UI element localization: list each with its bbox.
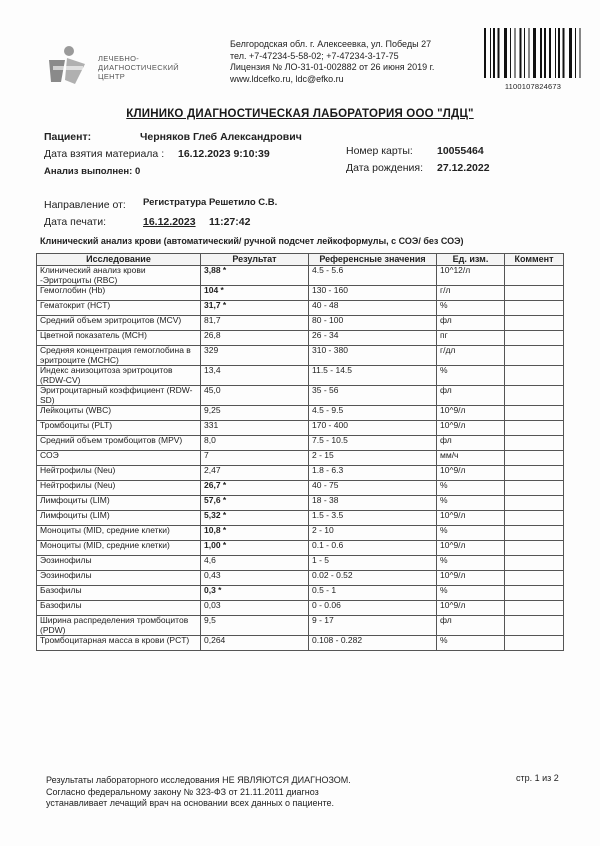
result-value: 2,47: [201, 466, 309, 481]
result-value: 10,8 *: [201, 526, 309, 541]
clinic-address: Белгородская обл. г. Алексеевка, ул. Победы 27 тел. +7-47234-5-58-02; +7-47234-3-17-75 Лицензия № ЛО-31-01-002882 от 26 июня 2019 г. www.ldcefko.ru, ldc@efko.ru: [230, 39, 435, 84]
test-name: Моноциты (MID, средние клетки): [37, 541, 201, 556]
reference-range: 130 - 160: [309, 286, 437, 301]
unit: 10^9/л: [437, 406, 505, 421]
table-row: [37, 346, 564, 366]
test-name: Индекс анизоцитоза эритроцитов (RDW-CV): [37, 366, 201, 386]
reference-range: 2 - 10: [309, 526, 437, 541]
result-value: 0,03: [201, 601, 309, 616]
col-header-reference: Референсные значения: [309, 254, 437, 266]
collect-date-label: Дата взятия материала :: [44, 148, 165, 160]
result-value: 26,8: [201, 331, 309, 346]
col-header-result: Результат: [201, 254, 309, 266]
result-value: 104 *: [201, 286, 309, 301]
table-row: [37, 496, 564, 511]
unit: г/дл: [437, 346, 505, 366]
comment: [505, 511, 564, 526]
reference-range: 0.108 - 0.282: [309, 636, 437, 651]
test-name: Лимфоциты (LIM): [37, 511, 201, 526]
comment: [505, 451, 564, 466]
table-row: [37, 436, 564, 451]
card-number-label: Номер карты:: [346, 145, 413, 157]
comment: [505, 406, 564, 421]
clinic-logo-text: ЛЕЧЕБНО- ДИАГНОСТИЧЕСКИЙ ЦЕНТР: [98, 54, 179, 81]
test-name: Эритроцитарный коэффициент (RDW-SD): [37, 386, 201, 406]
col-header-test: Исследование: [37, 254, 201, 266]
reference-range: 170 - 400: [309, 421, 437, 436]
unit: %: [437, 636, 505, 651]
result-value: 26,7 *: [201, 481, 309, 496]
table-row: [37, 266, 564, 286]
results-table: [36, 253, 564, 651]
unit: %: [437, 586, 505, 601]
reference-range: 1 - 5: [309, 556, 437, 571]
comment: [505, 556, 564, 571]
unit: 10^9/л: [437, 466, 505, 481]
unit: мм/ч: [437, 451, 505, 466]
unit: %: [437, 526, 505, 541]
unit: %: [437, 556, 505, 571]
test-name: Ширина распределения тромбоцитов (PDW): [37, 616, 201, 636]
reference-range: 1.8 - 6.3: [309, 466, 437, 481]
result-value: 45,0: [201, 386, 309, 406]
comment: [505, 386, 564, 406]
unit: 10^9/л: [437, 421, 505, 436]
table-row: [37, 541, 564, 556]
reference-range: 2 - 15: [309, 451, 437, 466]
test-name: Эозинофилы: [37, 571, 201, 586]
result-value: 7: [201, 451, 309, 466]
disclaimer: Результаты лабораторного исследования НЕ ЯВЛЯЮТСЯ ДИАГНОЗОМ. Согласно федеральному закону № 323-ФЗ от 21.11.2011 диагноз устанавливает лечащий врач на основании всех данных о пациенте.: [46, 775, 351, 808]
collect-date-value: 16.12.2023 9:10:39: [178, 148, 270, 160]
table-row: [37, 386, 564, 406]
reference-range: 11.5 - 14.5: [309, 366, 437, 386]
test-name: Средний объем тромбоцитов (MPV): [37, 436, 201, 451]
table-row: [37, 301, 564, 316]
reference-range: 0 - 0.06: [309, 601, 437, 616]
comment: [505, 481, 564, 496]
comment: [505, 526, 564, 541]
result-value: 57,6 *: [201, 496, 309, 511]
table-row: [37, 451, 564, 466]
result-value: 8,0: [201, 436, 309, 451]
unit: %: [437, 496, 505, 511]
reference-range: 40 - 75: [309, 481, 437, 496]
unit: фл: [437, 436, 505, 451]
test-name: СОЭ: [37, 451, 201, 466]
unit: 10^12/л: [437, 266, 505, 286]
result-value: 31,7 *: [201, 301, 309, 316]
test-name: Средний объем эритроцитов (MCV): [37, 316, 201, 331]
reference-range: 35 - 56: [309, 386, 437, 406]
unit: г/л: [437, 286, 505, 301]
comment: [505, 601, 564, 616]
result-value: 0,3 *: [201, 586, 309, 601]
reference-range: 4.5 - 5.6: [309, 266, 437, 286]
referral-label: Направление от:: [44, 199, 126, 211]
col-header-comment: Коммент: [505, 254, 564, 266]
reference-range: 18 - 38: [309, 496, 437, 511]
test-name: Клинический анализ крови -Эритроциты (RBC): [37, 266, 201, 286]
unit: фл: [437, 616, 505, 636]
test-name: Цветной показатель (MCH): [37, 331, 201, 346]
reference-range: 9 - 17: [309, 616, 437, 636]
reference-range: 40 - 48: [309, 301, 437, 316]
comment: [505, 266, 564, 286]
result-value: 13,4: [201, 366, 309, 386]
table-row: [37, 586, 564, 601]
unit: 10^9/л: [437, 571, 505, 586]
table-row: [37, 556, 564, 571]
table-row: [37, 616, 564, 636]
table-row: [37, 466, 564, 481]
unit: %: [437, 301, 505, 316]
table-row: [37, 481, 564, 496]
result-value: 4,6: [201, 556, 309, 571]
test-name: Моноциты (MID, средние клетки): [37, 526, 201, 541]
comment: [505, 616, 564, 636]
unit: 10^9/л: [437, 541, 505, 556]
table-row: [37, 526, 564, 541]
print-time-value: 11:27:42: [209, 216, 251, 228]
result-value: 329: [201, 346, 309, 366]
reference-range: 0.02 - 0.52: [309, 571, 437, 586]
comment: [505, 436, 564, 451]
table-row: [37, 636, 564, 651]
patient-label: Пациент:: [44, 131, 92, 143]
card-number-value: 10055464: [437, 145, 484, 157]
test-name: Эозинофилы: [37, 556, 201, 571]
patient-name: Черняков Глеб Александрович: [140, 131, 302, 143]
col-header-unit: Ед. изм.: [437, 254, 505, 266]
barcode-number: 1100107824673: [504, 82, 562, 91]
comment: [505, 316, 564, 331]
test-name: Базофилы: [37, 586, 201, 601]
unit: %: [437, 366, 505, 386]
unit: фл: [437, 316, 505, 331]
table-row: [37, 421, 564, 436]
test-name: Средняя концентрация гемоглобина в эритроците (MCHC): [37, 346, 201, 366]
result-value: 0,43: [201, 571, 309, 586]
reference-range: 80 - 100: [309, 316, 437, 331]
table-row: [37, 406, 564, 421]
unit: 10^9/л: [437, 511, 505, 526]
unit: %: [437, 481, 505, 496]
result-value: 331: [201, 421, 309, 436]
unit: пг: [437, 331, 505, 346]
result-value: 1,00 *: [201, 541, 309, 556]
unit: фл: [437, 386, 505, 406]
comment: [505, 366, 564, 386]
test-name: Лимфоциты (LIM): [37, 496, 201, 511]
table-row: [37, 331, 564, 346]
reference-range: 0.1 - 0.6: [309, 541, 437, 556]
comment: [505, 541, 564, 556]
test-name: Нейтрофилы (Neu): [37, 481, 201, 496]
reference-range: 4.5 - 9.5: [309, 406, 437, 421]
test-name: Гемоглобин (Hb): [37, 286, 201, 301]
barcode: [482, 28, 584, 80]
result-value: 3,88 *: [201, 266, 309, 286]
result-value: 9,25: [201, 406, 309, 421]
reference-range: 310 - 380: [309, 346, 437, 366]
result-value: 81,7: [201, 316, 309, 331]
reference-range: 26 - 34: [309, 331, 437, 346]
reference-range: 0.5 - 1: [309, 586, 437, 601]
table-header-row: [37, 254, 564, 266]
comment: [505, 286, 564, 301]
referral-value: Регистратура Решетило С.В.: [143, 197, 278, 208]
birth-date-value: 27.12.2022: [437, 162, 490, 174]
comment: [505, 421, 564, 436]
reference-range: 7.5 - 10.5: [309, 436, 437, 451]
table-row: [37, 316, 564, 331]
document-title: КЛИНИКО ДИАГНОСТИЧЕСКАЯ ЛАБОРАТОРИЯ ООО "ЛДЦ": [126, 108, 474, 120]
test-name: Гематокрит (HCT): [37, 301, 201, 316]
result-value: 5,32 *: [201, 511, 309, 526]
comment: [505, 466, 564, 481]
comment: [505, 636, 564, 651]
test-name: Тромбоциты (PLT): [37, 421, 201, 436]
table-row: [37, 366, 564, 386]
test-name: Лейкоциты (WBC): [37, 406, 201, 421]
test-name: Базофилы: [37, 601, 201, 616]
print-date-value: 16.12.2023: [143, 216, 196, 228]
result-value: 9,5: [201, 616, 309, 636]
birth-date-label: Дата рождения:: [346, 162, 423, 174]
clinic-logo-icon: [45, 42, 89, 86]
reference-range: 1.5 - 3.5: [309, 511, 437, 526]
comment: [505, 301, 564, 316]
comment: [505, 496, 564, 511]
comment: [505, 331, 564, 346]
page-number: стр. 1 из 2: [516, 773, 559, 783]
comment: [505, 346, 564, 366]
result-value: 0,264: [201, 636, 309, 651]
comment: [505, 586, 564, 601]
analysis-done: Анализ выполнен: 0: [44, 166, 141, 177]
comment: [505, 571, 564, 586]
test-name: Тромбоцитарная масса в крови (PCT): [37, 636, 201, 651]
analysis-title: Клинический анализ крови (автоматический/ ручной подсчет лейкоформулы, с СОЭ/ без СОЭ): [40, 236, 464, 246]
table-row: [37, 286, 564, 301]
print-date-label: Дата печати:: [44, 216, 107, 228]
table-row: [37, 511, 564, 526]
test-name: Нейтрофилы (Neu): [37, 466, 201, 481]
unit: 10^9/л: [437, 601, 505, 616]
table-row: [37, 601, 564, 616]
table-row: [37, 571, 564, 586]
